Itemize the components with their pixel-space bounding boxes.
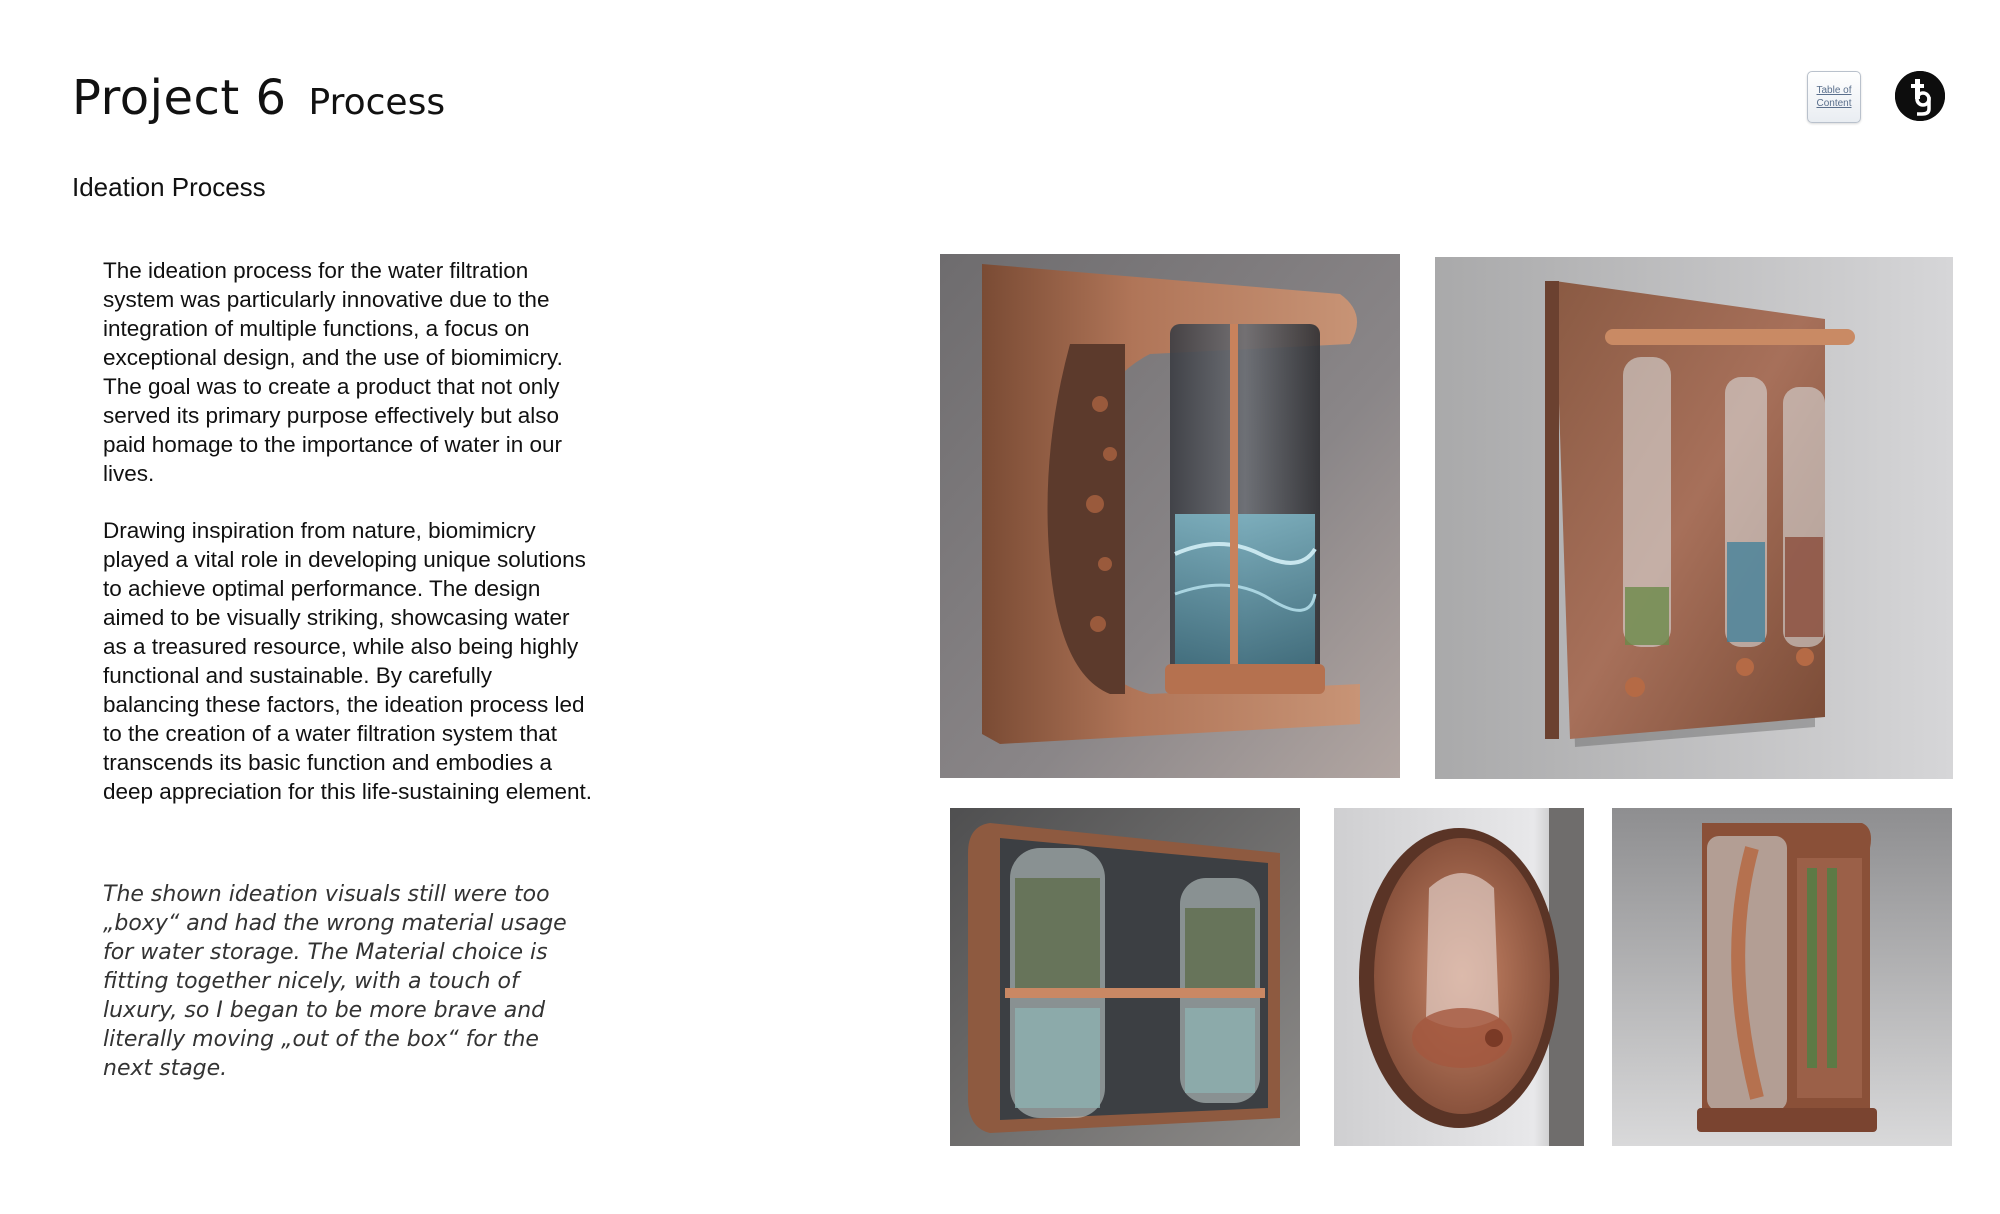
ideation-visual-3-image — [950, 808, 1300, 1146]
toc-button-label: Table of Content — [1816, 85, 1852, 109]
ideation-visual-4-image — [1334, 808, 1584, 1146]
table-of-content-button[interactable] — [1807, 71, 1861, 123]
ideation-paragraph-2: Drawing inspiration from nature, biomimicry played a vital role in developing unique solutions to achieve optimal performance. The design aimed to be visually striking, showcasing water as a treasured resource, while also being highly functional and sustainable. By carefully balancing these factors, the ideation process led to the creation of a water filtration system that transcends its basic function and embodies a deep appreciation for this life-sustaining element. — [103, 518, 593, 804]
page-header — [72, 70, 445, 126]
logo-glyph — [1895, 71, 1945, 121]
process-subtitle: Process — [308, 82, 446, 123]
ideation-visual-5-image — [1612, 808, 1952, 1146]
section-title: Ideation Process — [72, 172, 266, 202]
ideation-visual-2-image — [1435, 257, 1953, 779]
ideation-paragraph-1: The ideation process for the water filtration system was particularly innovative due to the integration of multiple functions, a focus on exceptional design, and the use of biomimicry. The goal was to create a product that not only served its primary purpose effectively but also paid homage to the importance of water in our lives. — [103, 258, 563, 486]
tg-monogram-logo-icon[interactable] — [1895, 71, 1945, 121]
ideation-note-paragraph: The shown ideation visuals still were too „boxy“ and had the wrong material usage for water storage. The Material choice is fitting together nicely, with a touch of luxury, so I began to be more brave and literally moving „out of the box“ for the next stage. — [103, 882, 567, 1081]
project-title: Project 6 — [72, 70, 287, 126]
ideation-visual-1-image — [940, 254, 1400, 778]
